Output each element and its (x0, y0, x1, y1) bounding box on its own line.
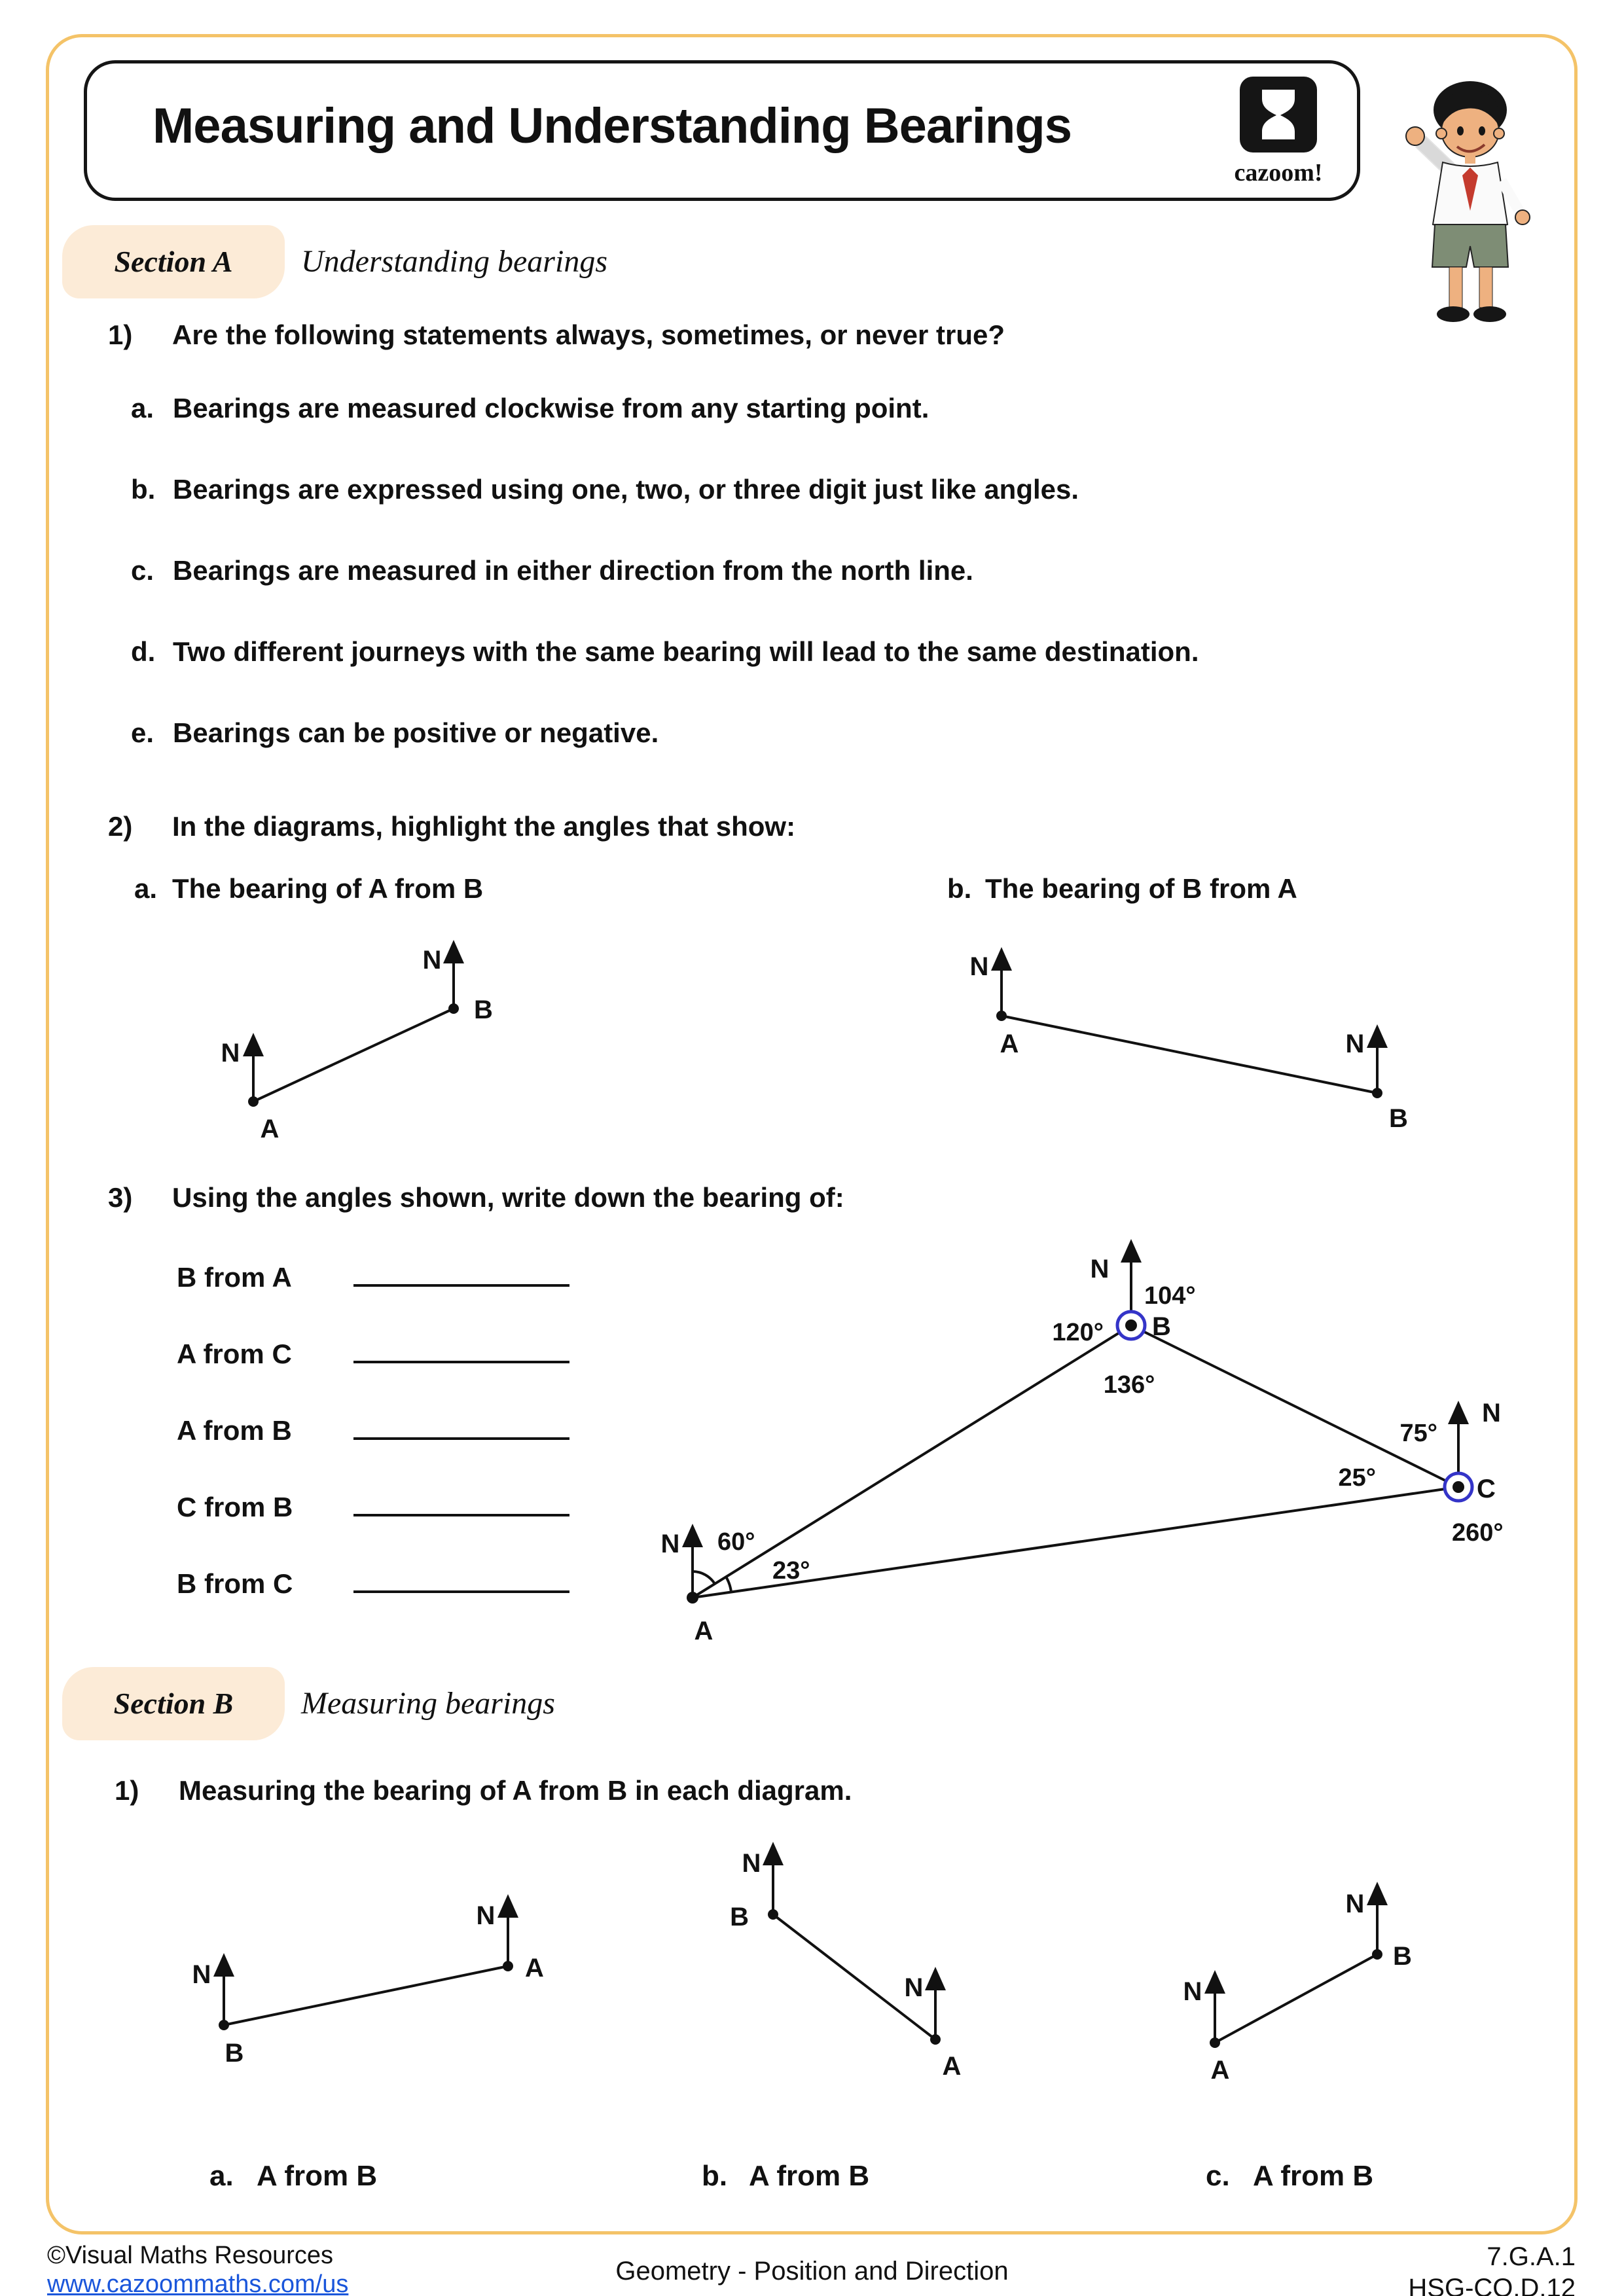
sa-q2-part-b-letter: b. (947, 873, 972, 904)
bearing-row-a-from-b (177, 1410, 569, 1446)
north-label: N (660, 1530, 680, 1558)
point-a-label: A (942, 2052, 962, 2081)
statement-b (131, 474, 1079, 505)
segment-ab (1001, 1016, 1377, 1093)
statement-b-letter: b. (131, 474, 156, 505)
diagram-mb-b (694, 1826, 1034, 2101)
point-a-label: A (260, 1115, 280, 1143)
point-a-dot (503, 1961, 513, 1971)
segment-ab (224, 1966, 508, 2025)
point-b-label: B (730, 1903, 749, 1931)
sb-q1-prompt: Measuring the bearing of A from B in each diagram. (179, 1775, 852, 1806)
diagram-q2b (956, 916, 1460, 1165)
caption-b-text: A from B (749, 2160, 870, 2192)
answer-blank (353, 1410, 569, 1440)
point-a-dot (1210, 2037, 1220, 2048)
answer-blank (353, 1486, 569, 1516)
bearing-label: C from B (177, 1492, 293, 1522)
bearing-row-c-from-b (177, 1486, 569, 1523)
cazoom-logo-text: cazoom! (1234, 159, 1323, 187)
north-label: N (1345, 1890, 1365, 1918)
north-label: N (904, 1973, 924, 2002)
caption-b (702, 2160, 869, 2193)
point-b-label: B (474, 996, 493, 1024)
angle-label-23: 23° (772, 1557, 810, 1585)
sa-q2-part-b-text: The bearing of B from A (985, 873, 1297, 904)
angle-label-120: 120° (1052, 1319, 1104, 1346)
point-a-dot (248, 1096, 259, 1107)
sa-q1-heading (108, 319, 1005, 351)
answer-blank (353, 1257, 569, 1287)
point-b-dot (768, 1909, 778, 1920)
footer-copyright: ©Visual Maths Resources (47, 2242, 334, 2269)
point-a-label: A (694, 1617, 713, 1645)
segment-ab (253, 1009, 454, 1102)
north-label: N (476, 1901, 496, 1930)
footer-standard-1: 7.G.A.1 (1487, 2242, 1576, 2271)
statement-c-letter: c. (131, 555, 154, 586)
diagram-q2a (196, 916, 563, 1165)
page-title: Measuring and Understanding Bearings (153, 98, 1072, 154)
caption-c-letter: c. (1206, 2160, 1230, 2192)
section-b-label: Section B (113, 1687, 234, 1720)
caption-b-letter: b. (702, 2160, 728, 2192)
caption-a-text: A from B (257, 2160, 378, 2192)
caption-c-text: A from B (1253, 2160, 1374, 2192)
sa-q2-part-b (947, 873, 1297, 905)
point-b-dot (1372, 1949, 1382, 1960)
statement-e (131, 717, 659, 749)
north-label: N (969, 952, 989, 981)
point-b-label: B (1389, 1104, 1408, 1133)
north-label: N (1090, 1255, 1110, 1283)
point-b-label: B (1393, 1942, 1412, 1971)
sa-q3-number: 3) (108, 1182, 133, 1213)
section-a-subtitle: Understanding bearings (301, 244, 607, 279)
statement-a (131, 393, 929, 424)
statement-a-letter: a. (131, 393, 154, 423)
cazoom-logo (1221, 75, 1336, 187)
bearing-label: A from B (177, 1415, 292, 1446)
bearing-label: B from C (177, 1568, 293, 1599)
sa-q2-part-a (134, 873, 483, 905)
sa-q2-number: 2) (108, 811, 133, 842)
north-label: N (422, 946, 442, 975)
point-a-dot (996, 1011, 1007, 1021)
statement-b-text: Bearings are expressed using one, two, or three digit just like angles. (173, 474, 1079, 505)
answer-blank (353, 1333, 569, 1363)
point-b-dot (1372, 1088, 1382, 1098)
north-label: N (1482, 1399, 1501, 1427)
statement-a-text: Bearings are measured clockwise from any starting point. (173, 393, 929, 423)
sa-q1-prompt: Are the following statements always, sometimes, or never true? (172, 319, 1005, 350)
point-a-label: A (525, 1954, 544, 1982)
answer-blank (353, 1563, 569, 1593)
point-a-dot (930, 2034, 941, 2045)
north-label: N (221, 1039, 240, 1067)
bearing-label: A from C (177, 1338, 292, 1369)
bearing-row-b-from-c (177, 1563, 569, 1600)
cazoom-logo-icon (1238, 75, 1318, 154)
diagram-triangle-bearings (641, 1204, 1571, 1656)
section-b-band (62, 1667, 285, 1740)
bearing-row-b-from-a (177, 1257, 569, 1293)
mascot-boy-illustration (1393, 71, 1547, 329)
footer-right (1408, 2241, 1576, 2296)
footer-standard-2: HSG-CO.D.12 (1408, 2274, 1576, 2296)
angle-label-75: 75° (1399, 1420, 1437, 1447)
point-b-dot (219, 2020, 229, 2030)
footer-center: Geometry - Position and Direction (615, 2257, 1009, 2286)
point-b-dot (1125, 1319, 1137, 1331)
angle-arc-23 (726, 1577, 731, 1592)
sa-q2-part-a-text: The bearing of A from B (172, 873, 484, 904)
caption-c (1206, 2160, 1373, 2193)
caption-a-letter: a. (209, 2160, 234, 2192)
statement-d-text: Two different journeys with the same bearing will lead to the same destination. (173, 636, 1199, 667)
sa-q1-number: 1) (108, 319, 133, 350)
footer-link[interactable]: www.cazoommaths.com/us (47, 2270, 349, 2296)
angle-label-25: 25° (1338, 1464, 1376, 1492)
point-a-label: A (1210, 2056, 1230, 2085)
side-ab (693, 1325, 1131, 1598)
header-box (84, 60, 1360, 201)
north-label: N (1345, 1030, 1365, 1058)
angle-label-60: 60° (717, 1528, 755, 1556)
section-a-band (62, 225, 285, 298)
point-b-dot (448, 1003, 459, 1014)
sa-q2-prompt: In the diagrams, highlight the angles that show: (172, 811, 796, 842)
statement-c (131, 555, 973, 586)
statement-c-text: Bearings are measured in either direction from the north line. (173, 555, 973, 586)
sa-q2-heading (108, 811, 795, 842)
segment-ab (1215, 1954, 1377, 2043)
angle-label-104: 104° (1144, 1282, 1196, 1310)
angle-label-260: 260° (1452, 1519, 1504, 1547)
point-a-label: A (1000, 1030, 1019, 1058)
statement-d-letter: d. (131, 636, 156, 667)
point-b-label: B (1152, 1312, 1171, 1341)
diagram-mb-a (164, 1859, 583, 2101)
point-c-dot (1453, 1481, 1464, 1493)
north-label: N (742, 1849, 761, 1878)
sa-q3-prompt: Using the angles shown, write down the bearing of: (172, 1182, 844, 1213)
sb-q1-number: 1) (115, 1775, 139, 1806)
point-b-label: B (225, 2039, 244, 2068)
section-b-subtitle: Measuring bearings (301, 1686, 555, 1721)
bearing-row-a-from-c (177, 1333, 569, 1370)
caption-a (209, 2160, 377, 2193)
north-label: N (192, 1960, 211, 1989)
angle-arc-60 (693, 1571, 715, 1584)
sb-q1-heading (115, 1775, 852, 1806)
bearing-label: B from A (177, 1262, 292, 1293)
sa-q2-part-a-letter: a. (134, 873, 158, 904)
side-bc (1131, 1325, 1458, 1487)
section-a-label: Section A (114, 245, 233, 278)
point-a-dot (687, 1592, 698, 1604)
statement-e-letter: e. (131, 717, 154, 748)
statement-d (131, 636, 1199, 668)
statement-e-text: Bearings can be positive or negative. (173, 717, 659, 748)
north-label: N (1183, 1977, 1202, 2006)
point-c-label: C (1477, 1475, 1496, 1503)
diagram-mb-c (1152, 1852, 1519, 2101)
angle-label-136: 136° (1103, 1371, 1155, 1399)
